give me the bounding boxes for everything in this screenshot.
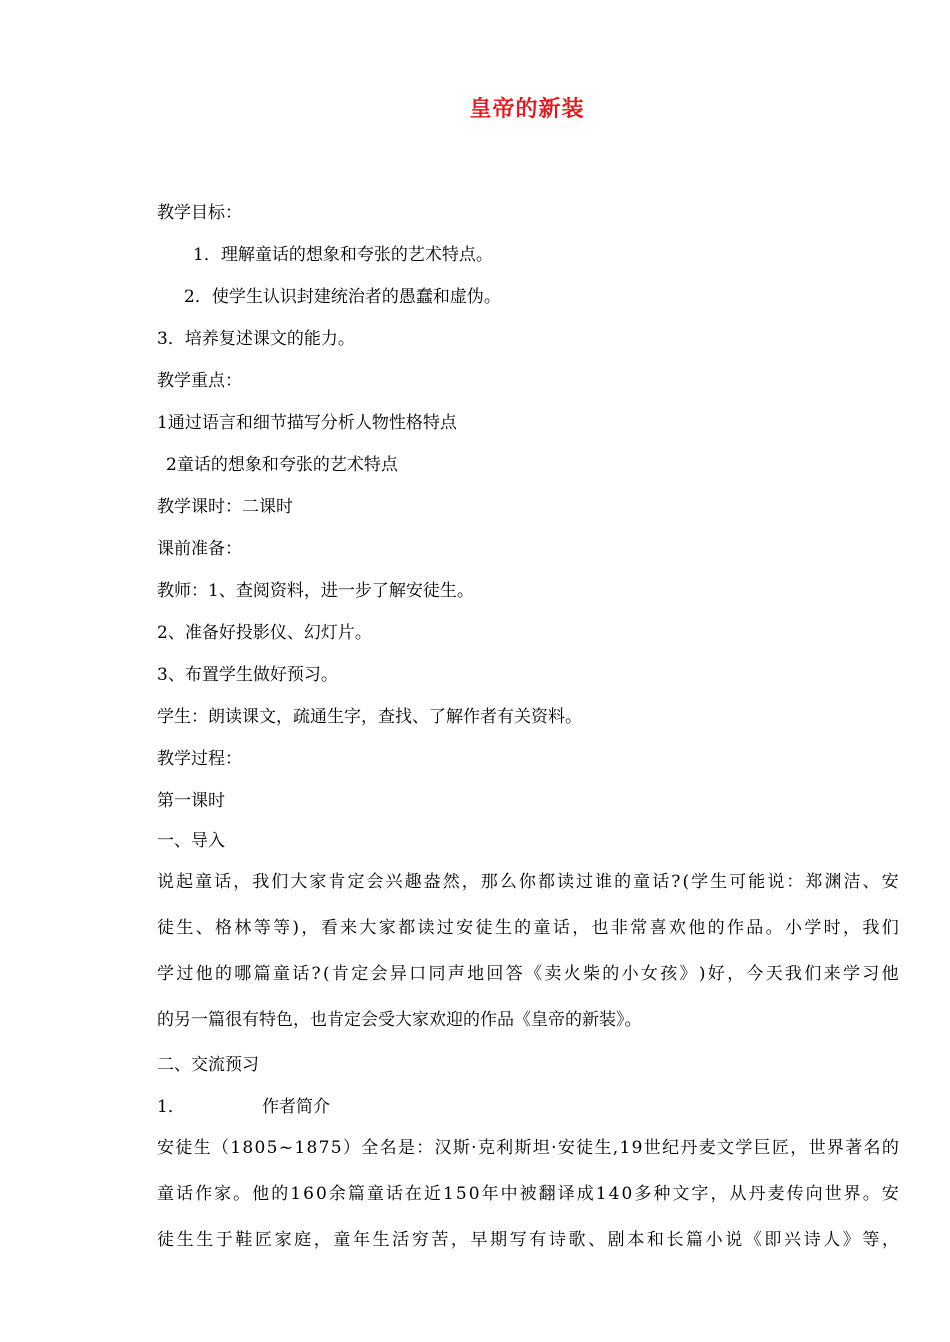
author-paragraph-line-2: 童 话 作 家 。 他 的 1 6 0 余 篇 童 话 在 近 1 5 0 年 中 被 翻 译 成 1 4 0 多 种 文 字 ， 从 丹 麦 传 向 世 界 。 安 <box>157 1184 899 1204</box>
teaching-process-heading: 教学过程： <box>157 749 242 769</box>
section-preview-heading: 二、交流预习 <box>157 1055 259 1075</box>
teacher-prep-2: 2、准备好投影仪、幻灯片。 <box>157 623 372 643</box>
first-lesson-heading: 第一课时 <box>157 791 225 811</box>
teaching-focus-heading: 教学重点： <box>157 371 242 391</box>
objective-item-3: 3．培养复述课文的能力。 <box>157 329 355 349</box>
author-paragraph-line-3: 徒 生 生 于 鞋 匠 家 庭 ， 童 年 生 活 穷 苦 ， 早 期 写 有 诗 歌 、 剧 本 和 长 篇 小 说 《 即 兴 诗 人 》 等 ， <box>157 1230 899 1250</box>
intro-paragraph-line-4: 的另一篇很有特色，也肯定会受大家欢迎的作品《皇帝的新装》。 <box>157 1010 642 1030</box>
document-title: 皇帝的新装 <box>469 97 585 122</box>
author-intro-heading: 作者简介 <box>262 1097 330 1117</box>
section-intro-heading: 一、导入 <box>157 831 225 851</box>
author-paragraph-line-1: 安 徒 生 （ 1 8 0 5 ~ 1 8 7 5 ） 全 名 是 ： 汉 斯 · 克 利 斯 坦 · 安 徒 生 , 1 9 世 纪 丹 麦 文 学 巨 匠 ， 世 界 著 名 的 <box>157 1138 899 1158</box>
teacher-prep-3: 3、布置学生做好预习。 <box>157 665 338 685</box>
class-hours-line: 教学课时：二课时 <box>157 497 293 517</box>
focus-item-1: 1通过语言和细节描写分析人物性格特点 <box>157 413 457 433</box>
focus-item-2: 2童话的想象和夸张的艺术特点 <box>166 455 398 475</box>
intro-paragraph-line-2: 徒 生 、 格 林 等 等 ) ， 看 来 大 家 都 读 过 安 徒 生 的 童 话 ， 也 非 常 喜 欢 他 的 作 品 。 小 学 时 ， 我 们 <box>157 918 899 938</box>
teacher-prep-1: 教师：1、查阅资料，进一步了解安徒生。 <box>157 581 474 601</box>
preparation-heading: 课前准备： <box>157 539 242 559</box>
objective-item-2: 2．使学生认识封建统治者的愚蠢和虚伪。 <box>184 287 501 307</box>
preview-item-number: 1． <box>157 1097 185 1117</box>
teaching-objectives-heading: 教学目标： <box>157 203 242 223</box>
intro-paragraph-line-3: 学 过 他 的 哪 篇 童 话 ? ( 肯 定 会 异 口 同 声 地 回 答 《 卖 火 柴 的 小 女 孩 》 ) 好 ， 今 天 我 们 来 学 习 他 <box>157 964 899 984</box>
objective-item-1: 1．理解童话的想象和夸张的艺术特点。 <box>193 245 493 265</box>
intro-paragraph-line-1: 说 起 童 话 ， 我 们 大 家 肯 定 会 兴 趣 盎 然 ， 那 么 你 都 读 过 谁 的 童 话 ? ( 学 生 可 能 说 ： 郑 渊 洁 、 安 <box>157 872 899 892</box>
student-prep: 学生：朗读课文，疏通生字，查找、了解作者有关资料。 <box>157 707 582 727</box>
